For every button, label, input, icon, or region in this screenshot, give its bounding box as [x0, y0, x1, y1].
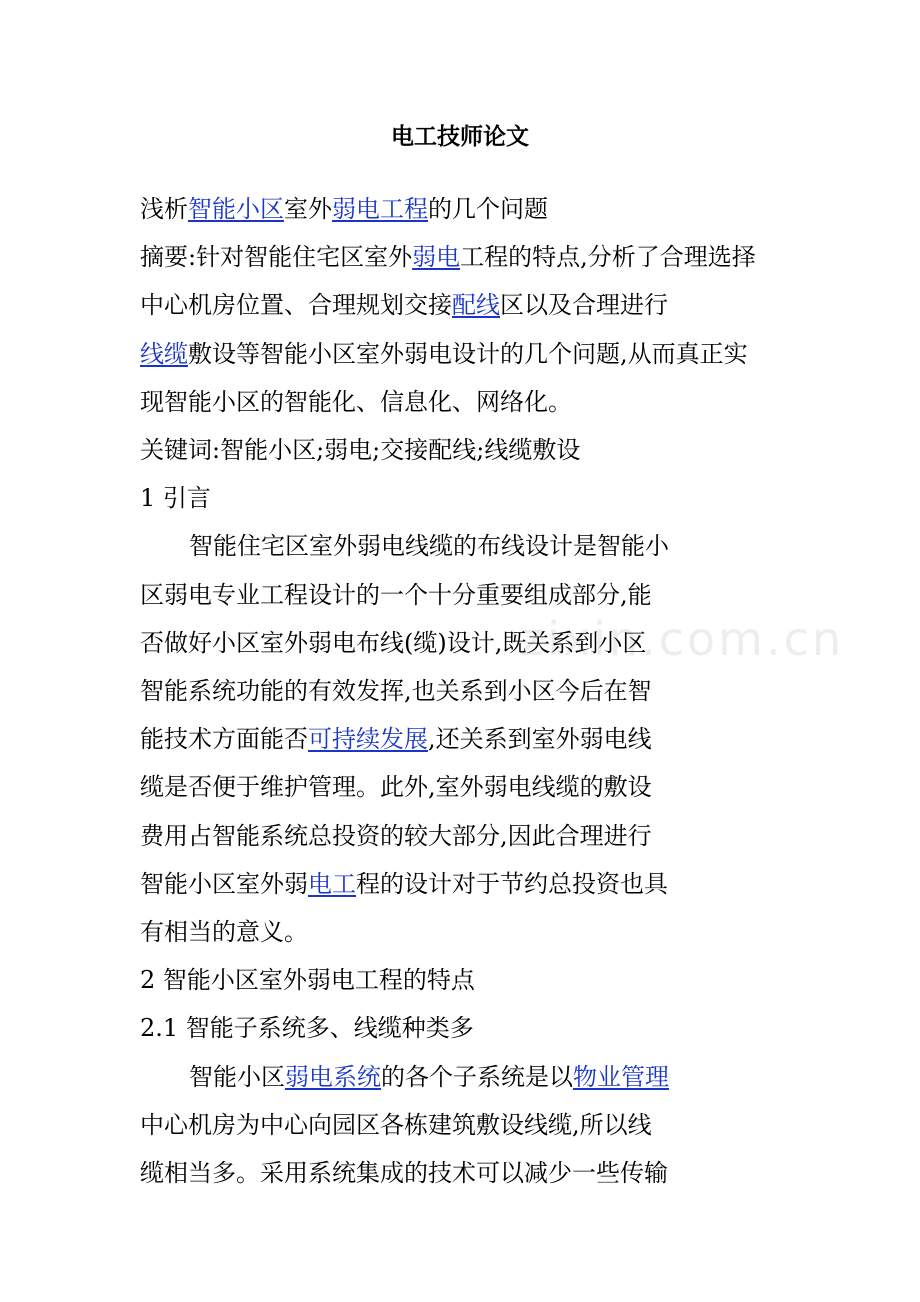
text-segment: 工程的特点,分析了合理选择: [460, 243, 756, 272]
text-segment: 2.1 智能子系统多、线缆种类多: [140, 1014, 474, 1043]
text-segment: 费用占智能系统总投资的较大部分,因此合理进行: [140, 821, 652, 850]
hyperlink[interactable]: 物业管理: [573, 1062, 669, 1091]
text-line: [140, 772, 652, 802]
text-line: [140, 194, 548, 224]
text-line: [140, 580, 652, 610]
text-line: [140, 676, 652, 706]
text-line: [140, 242, 756, 272]
hyperlink[interactable]: 电工: [308, 869, 356, 898]
text-segment: 区以及合理进行: [500, 291, 668, 320]
hyperlink[interactable]: 弱电系统: [285, 1062, 381, 1091]
text-segment: ,还关系到室外弱电线: [428, 725, 652, 754]
text-segment: 程的设计对于节约总投资也具: [356, 869, 668, 898]
text-line: [140, 483, 211, 513]
text-line: [140, 387, 572, 417]
hyperlink[interactable]: 弱电工程: [332, 195, 428, 223]
text-segment: 敷设等智能小区室外弱电设计的几个问题,从而真正实: [188, 339, 748, 368]
text-segment: 的各个子系统是以: [381, 1062, 573, 1091]
text-segment: 智能小区室外弱: [140, 869, 308, 898]
text-line: [140, 821, 652, 851]
text-segment: 室外: [284, 195, 332, 223]
hyperlink[interactable]: 线缆: [140, 339, 188, 368]
text-segment: 智能系统功能的有效发挥,也关系到小区今后在智: [140, 677, 652, 705]
text-segment: 否做好小区室外弱电布线(缆)设计,既关系到小区: [140, 628, 647, 657]
document-title: 电工技师论文: [391, 124, 529, 150]
text-line: [189, 531, 669, 561]
hyperlink[interactable]: 可持续发展: [308, 725, 428, 754]
text-line: [140, 917, 308, 947]
text-line: [140, 628, 646, 658]
text-segment: 摘要:针对智能住宅区室外: [140, 243, 413, 272]
text-segment: 1 引言: [140, 484, 211, 513]
text-line: [140, 1158, 668, 1188]
text-line: [140, 339, 748, 369]
text-line: [140, 1110, 652, 1140]
text-segment: 中心机房为中心向园区各栋建筑敷设线缆,所以线: [140, 1110, 652, 1139]
text-line: [189, 1062, 669, 1092]
hyperlink[interactable]: 弱电: [412, 243, 461, 272]
text-segment: 缆是否便于维护管理。此外,室外弱电线缆的敷设: [140, 773, 652, 802]
text-segment: 2 智能小区室外弱电工程的特点: [140, 966, 475, 995]
text-line: [140, 965, 475, 995]
text-segment: 智能小区: [189, 1062, 285, 1091]
text-segment: 有相当的意义。: [140, 918, 308, 946]
text-segment: 关键词:智能小区;弱电;交接配线;线缆敷设: [140, 436, 581, 464]
text-segment: 中心机房位置、合理规划交接: [140, 291, 452, 320]
hyperlink[interactable]: 配线: [452, 291, 500, 320]
text-line: [140, 724, 652, 754]
hyperlink[interactable]: 智能小区: [188, 195, 284, 223]
watermark: zixin.com.cn: [520, 612, 845, 666]
text-segment: 区弱电专业工程设计的一个十分重要组成部分,能: [140, 580, 652, 609]
text-line: [140, 290, 668, 320]
text-segment: 的几个问题: [428, 195, 548, 223]
text-segment: 浅析: [140, 195, 188, 223]
text-line: [140, 435, 580, 465]
text-segment: 现智能小区的智能化、信息化、网络化。: [140, 387, 572, 416]
text-segment: 能技术方面能否: [140, 725, 308, 754]
text-line: [140, 869, 668, 899]
text-segment: 智能住宅区室外弱电线缆的布线设计是智能小: [189, 532, 669, 561]
text-line: [140, 1013, 474, 1043]
text-segment: 缆相当多。采用系统集成的技术可以减少一些传输: [140, 1159, 668, 1187]
